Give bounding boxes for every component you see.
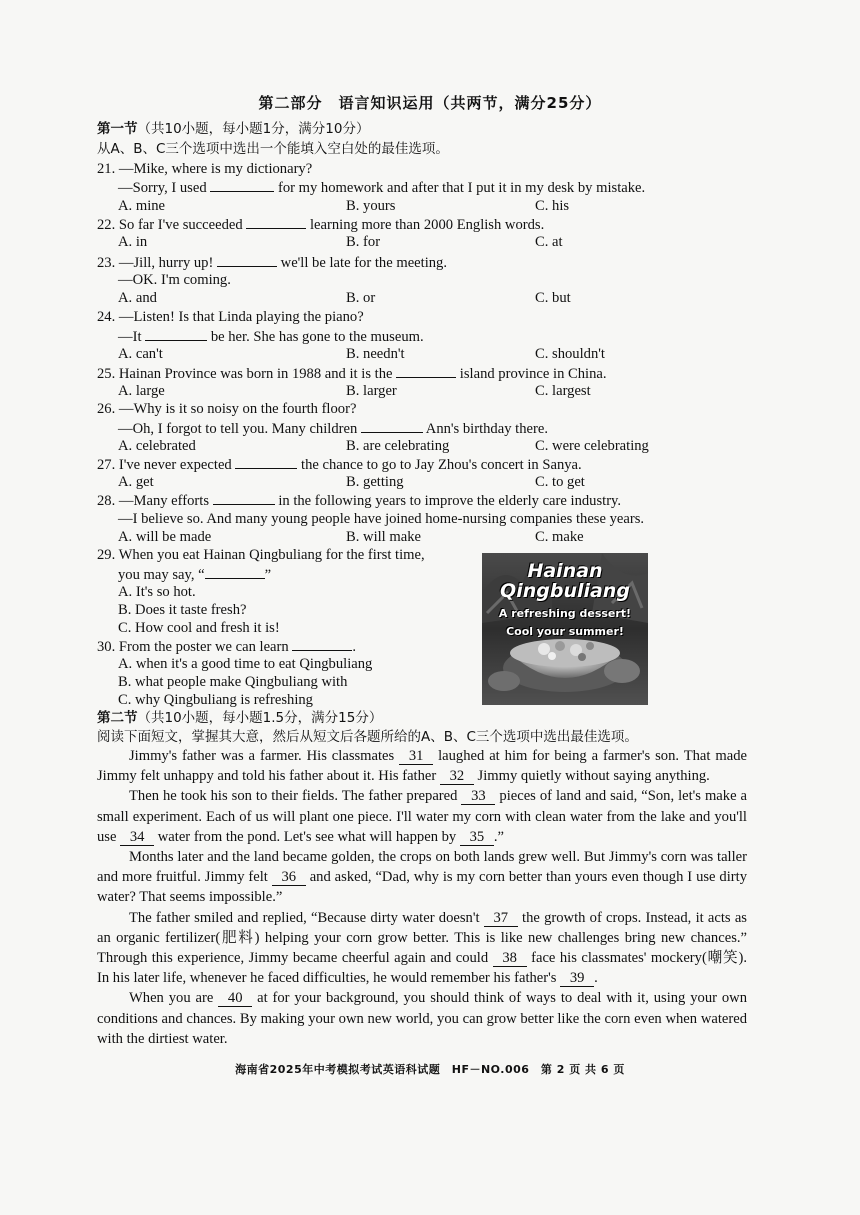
passage-text: The father smiled and replied, “Because dirty water doesn't <box>129 909 484 926</box>
q22-blank <box>246 215 306 229</box>
q26-option-a: A. celebrated <box>118 438 196 454</box>
passage-paragraph <box>97 988 747 1049</box>
q27-option-b: B. getting <box>346 474 404 490</box>
q24-option-a: A. can't <box>118 346 163 362</box>
q24-stem: 24. —Listen! Is that Linda playing the piano? <box>97 309 364 325</box>
q25-option-a: A. large <box>118 383 165 399</box>
q26-reply: —Oh, I forgot to tell you. Many children Ann's birthday there. <box>118 421 548 437</box>
q25-option-c: C. largest <box>535 383 591 399</box>
q27-option-c: C. to get <box>535 474 585 490</box>
q26-option-b: B. are celebrating <box>346 438 450 454</box>
passage-paragraph <box>97 746 747 786</box>
q25-option-b: B. larger <box>346 383 397 399</box>
q26-option-c: C. were celebrating <box>535 438 649 454</box>
q22-option-a: A. in <box>118 234 148 250</box>
qingbuliang-poster <box>482 553 648 705</box>
cloze-blank-33: 33 <box>461 789 495 805</box>
q22-option-b: B. for <box>346 234 381 250</box>
passage-text: Months later and the land became golden, the crops on both lands grew well. But Jimmy's corn was taller and more fruitful. Jimmy felt <box>97 849 747 886</box>
q23-stem: 23. —Jill, hurry up! we'll be late for the meeting. <box>97 255 447 271</box>
q23-blank <box>217 253 277 267</box>
q21-reply: —Sorry, I used for my homework and after that I put it in my desk by mistake. <box>118 180 646 196</box>
passage-text: laughed at him for being a farmer's son. That made Jimmy felt unhappy and told his father about it. His father <box>97 748 747 785</box>
q29-option-b: B. Does it taste fresh? <box>118 602 247 618</box>
passage-text: the growth of crops. Instead, it acts as an organic fertilizer(肥料) helping your corn grow better. This is like new challenges bring new chances.” Through this experience, Jimmy became cheerful again and could <box>97 909 747 967</box>
poster-title <box>482 561 648 601</box>
passage-text: . <box>594 970 598 987</box>
q24-reply: —It be her. She has gone to the museum. <box>118 329 424 345</box>
cloze-blank-40: 40 <box>218 991 252 1007</box>
passage-text: water from the pond. Let's see what will happen by <box>154 828 460 845</box>
section1-heading-note: （共10小题，每小题1分，满分10分） <box>137 121 370 137</box>
q22-stem: 22. So far I've succeeded learning more than 2000 English words. <box>97 217 545 233</box>
cloze-blank-39: 39 <box>560 971 594 987</box>
section1-heading: 第一节 <box>97 121 138 137</box>
q26-stem: 26. —Why is it so noisy on the fourth floor? <box>97 401 357 417</box>
q29-prompt: you may say, “ ” <box>118 567 272 583</box>
q30-stem: 30. From the poster we can learn . <box>97 639 356 655</box>
cloze-blank-35: 35 <box>460 830 494 846</box>
q28-option-c: C. make <box>535 529 584 545</box>
q25-stem: 25. Hainan Province was born in 1988 and it is the island province in China. <box>97 366 607 382</box>
passage-text: .” <box>493 828 505 845</box>
passage-paragraph <box>97 786 747 847</box>
q21-option-b: B. yours <box>346 198 396 214</box>
q30-blank <box>292 637 352 651</box>
q28-reply: —I believe so. And many young people have joined home-nursing companies these years. <box>118 511 645 527</box>
q30-option-a: A. when it's a good time to eat Qingbuliang <box>118 656 373 672</box>
page-footer: 海南省2025年中考模拟考试英语科试题 HF－NO.006 第 2 页 共 6 页 <box>235 1063 625 1076</box>
poster-tagline-1: A refreshing dessert! <box>498 607 632 620</box>
passage-text: When you are <box>129 990 219 1007</box>
cloze-passage <box>97 746 747 1049</box>
q27-option-a: A. get <box>118 474 154 490</box>
q28-stem: 28. —Many efforts in the following years to improve the elderly care industry. <box>97 493 622 509</box>
q21-option-c: C. his <box>535 198 570 214</box>
q29-stem: 29. When you eat Hainan Qingbuliang for the first time, <box>97 547 425 563</box>
section1-header <box>97 120 369 138</box>
passage-text: pieces of land and said, “Son, let's make a small experiment. Each of us will plant one piece. I'll water my corn with clean water from the lake and you'll use <box>97 788 747 845</box>
poster-title-line1: Hainan <box>527 560 603 582</box>
poster-taglines <box>482 605 648 641</box>
cloze-blank-31: 31 <box>399 749 433 765</box>
cloze-blank-32: 32 <box>440 769 474 785</box>
passage-paragraph <box>97 847 747 908</box>
part-title: 第二部分 语言知识运用（共两节，满分25分） <box>258 94 602 112</box>
poster-title-line2: Qingbuliang <box>500 580 630 602</box>
q27-stem: 27. I've never expected the chance to go to Jay Zhou's concert in Sanya. <box>97 457 582 473</box>
passage-paragraph <box>97 908 747 989</box>
cloze-blank-34: 34 <box>120 830 154 846</box>
section2-header <box>97 709 382 727</box>
passage-text: and asked, “Dad, why is my corn better than yours even though I use dirty water? That seems impossible.” <box>97 869 747 906</box>
q30-option-c: C. why Qingbuliang is refreshing <box>118 692 313 708</box>
q30-option-b: B. what people make Qingbuliang with <box>118 674 348 690</box>
section2-instruction: 阅读下面短文，掌握其大意，然后从短文后各题所给的A、B、C三个选项中选出最佳选项。 <box>97 729 638 745</box>
q24-blank <box>145 327 207 341</box>
q23-option-a: A. and <box>118 290 157 306</box>
q23-option-b: B. or <box>346 290 376 306</box>
q29-blank <box>205 565 265 579</box>
section2-heading-note: （共10小题，每小题1.5分，满分15分） <box>137 710 383 726</box>
q28-blank <box>213 491 275 505</box>
passage-text: Jimmy quietly without saying anything. <box>473 768 710 785</box>
q25-blank <box>396 364 456 378</box>
q24-option-b: B. needn't <box>346 346 405 362</box>
cloze-blank-36: 36 <box>272 870 306 886</box>
q21-option-a: A. mine <box>118 198 166 214</box>
cloze-blank-37: 37 <box>484 911 518 927</box>
q22-option-c: C. at <box>535 234 563 250</box>
q24-option-c: C. shouldn't <box>535 346 605 362</box>
q28-option-a: A. will be made <box>118 529 212 545</box>
q28-option-b: B. will make <box>346 529 421 545</box>
section2-heading: 第二节 <box>97 710 138 726</box>
q23-option-c: C. but <box>535 290 571 306</box>
passage-text: Then he took his son to their fields. The father prepared <box>129 788 462 805</box>
passage-text: face his classmates' mockery(嘲笑). In his later life, whenever he faced difficulties, he would remember his father's <box>97 950 747 987</box>
q27-blank <box>235 455 297 469</box>
section1-instruction: 从A、B、C三个选项中选出一个能填入空白处的最佳选项。 <box>97 141 449 157</box>
q29-option-a: A. It's so hot. <box>118 584 196 600</box>
cloze-blank-38: 38 <box>493 951 527 967</box>
q26-blank <box>361 419 423 433</box>
q23-reply: —OK. I'm coming. <box>118 272 231 288</box>
passage-text: at for your background, you should think of ways to deal with it, using your own conditions and chances. By making your own new world, you can grow better like the corn even when watered with the dirtiest water. <box>97 990 747 1047</box>
q21-blank <box>210 178 274 192</box>
poster-tagline-2: Cool your summer! <box>506 625 624 638</box>
q21-stem: 21. —Mike, where is my dictionary? <box>97 161 313 177</box>
q29-option-c: C. How cool and fresh it is! <box>118 620 280 636</box>
passage-text: Jimmy's father was a farmer. His classmates <box>129 748 400 764</box>
